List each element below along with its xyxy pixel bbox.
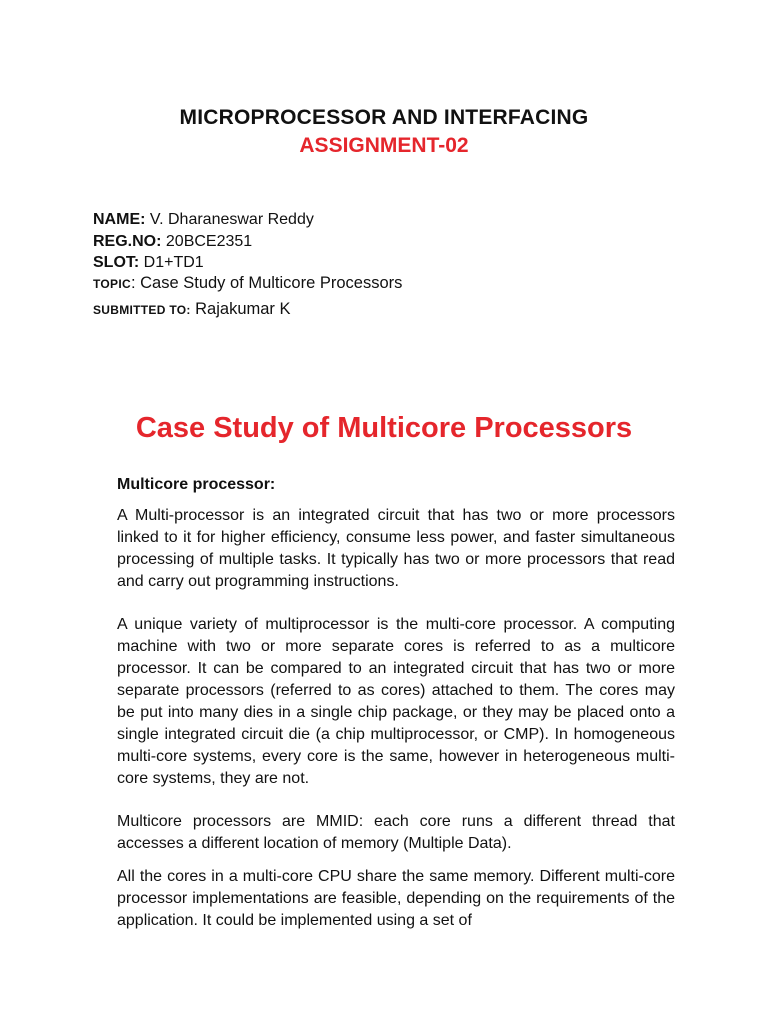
name-line	[93, 209, 314, 230]
regno-label: REG.NO:	[93, 233, 162, 250]
paragraph-1: A Multi-processor is an integrated circuit that has two or more processors linked to it for higher efficiency, consume less power, and faster simultaneous processing of multiple tasks. It typically has two or more processors that read and carry out programming instructions.	[117, 507, 675, 590]
paragraph-2: A unique variety of multiprocessor is the multi-core processor. A computing machine with two or more separate cores is referred to as a multicore processor. It can be compared to an integrated circuit that has two or more separate processors (referred to as cores) attached to them. The cores may be put into many dies in a single chip package, or they may be placed onto a single integrated circuit die (a chip multiprocessor, or CMP). In homogeneous multi-core systems, every core is the same, however in heterogeneous multi-core systems, they are not.	[117, 616, 675, 787]
assignment-number: ASSIGNMENT-02	[299, 134, 469, 157]
regno-value: 20BCE2351	[165, 233, 253, 250]
topic-label: TOPIC	[93, 277, 131, 291]
submitted-value: Rajakumar K	[195, 300, 291, 318]
document-title: Case Study of Multicore Processors	[135, 412, 633, 444]
regno-line	[93, 231, 252, 252]
slot-value: D1+TD1	[143, 254, 204, 271]
section-heading: Multicore processor:	[117, 476, 276, 493]
slot-line	[93, 252, 204, 273]
topic-value: : Case Study of Multicore Processors	[130, 274, 403, 292]
paragraph-4: All the cores in a multi-core CPU share the same memory. Different multi-core processor implementations are feasible, depending on the requirements of the application. It could be implemented using a set of	[117, 868, 675, 929]
topic-line	[93, 273, 402, 295]
name-value: V. Dharaneswar Reddy	[149, 211, 314, 228]
submitted-line	[93, 299, 291, 321]
slot-label: SLOT:	[93, 254, 140, 271]
course-title: MICROPROCESSOR AND INTERFACING	[179, 106, 589, 129]
paragraph-3: Multicore processors are MMID: each core runs a different thread that accesses a different location of memory (Multiple Data).	[117, 813, 675, 852]
submitted-label: SUBMITTED TO:	[93, 303, 191, 317]
name-label: NAME:	[93, 211, 146, 228]
